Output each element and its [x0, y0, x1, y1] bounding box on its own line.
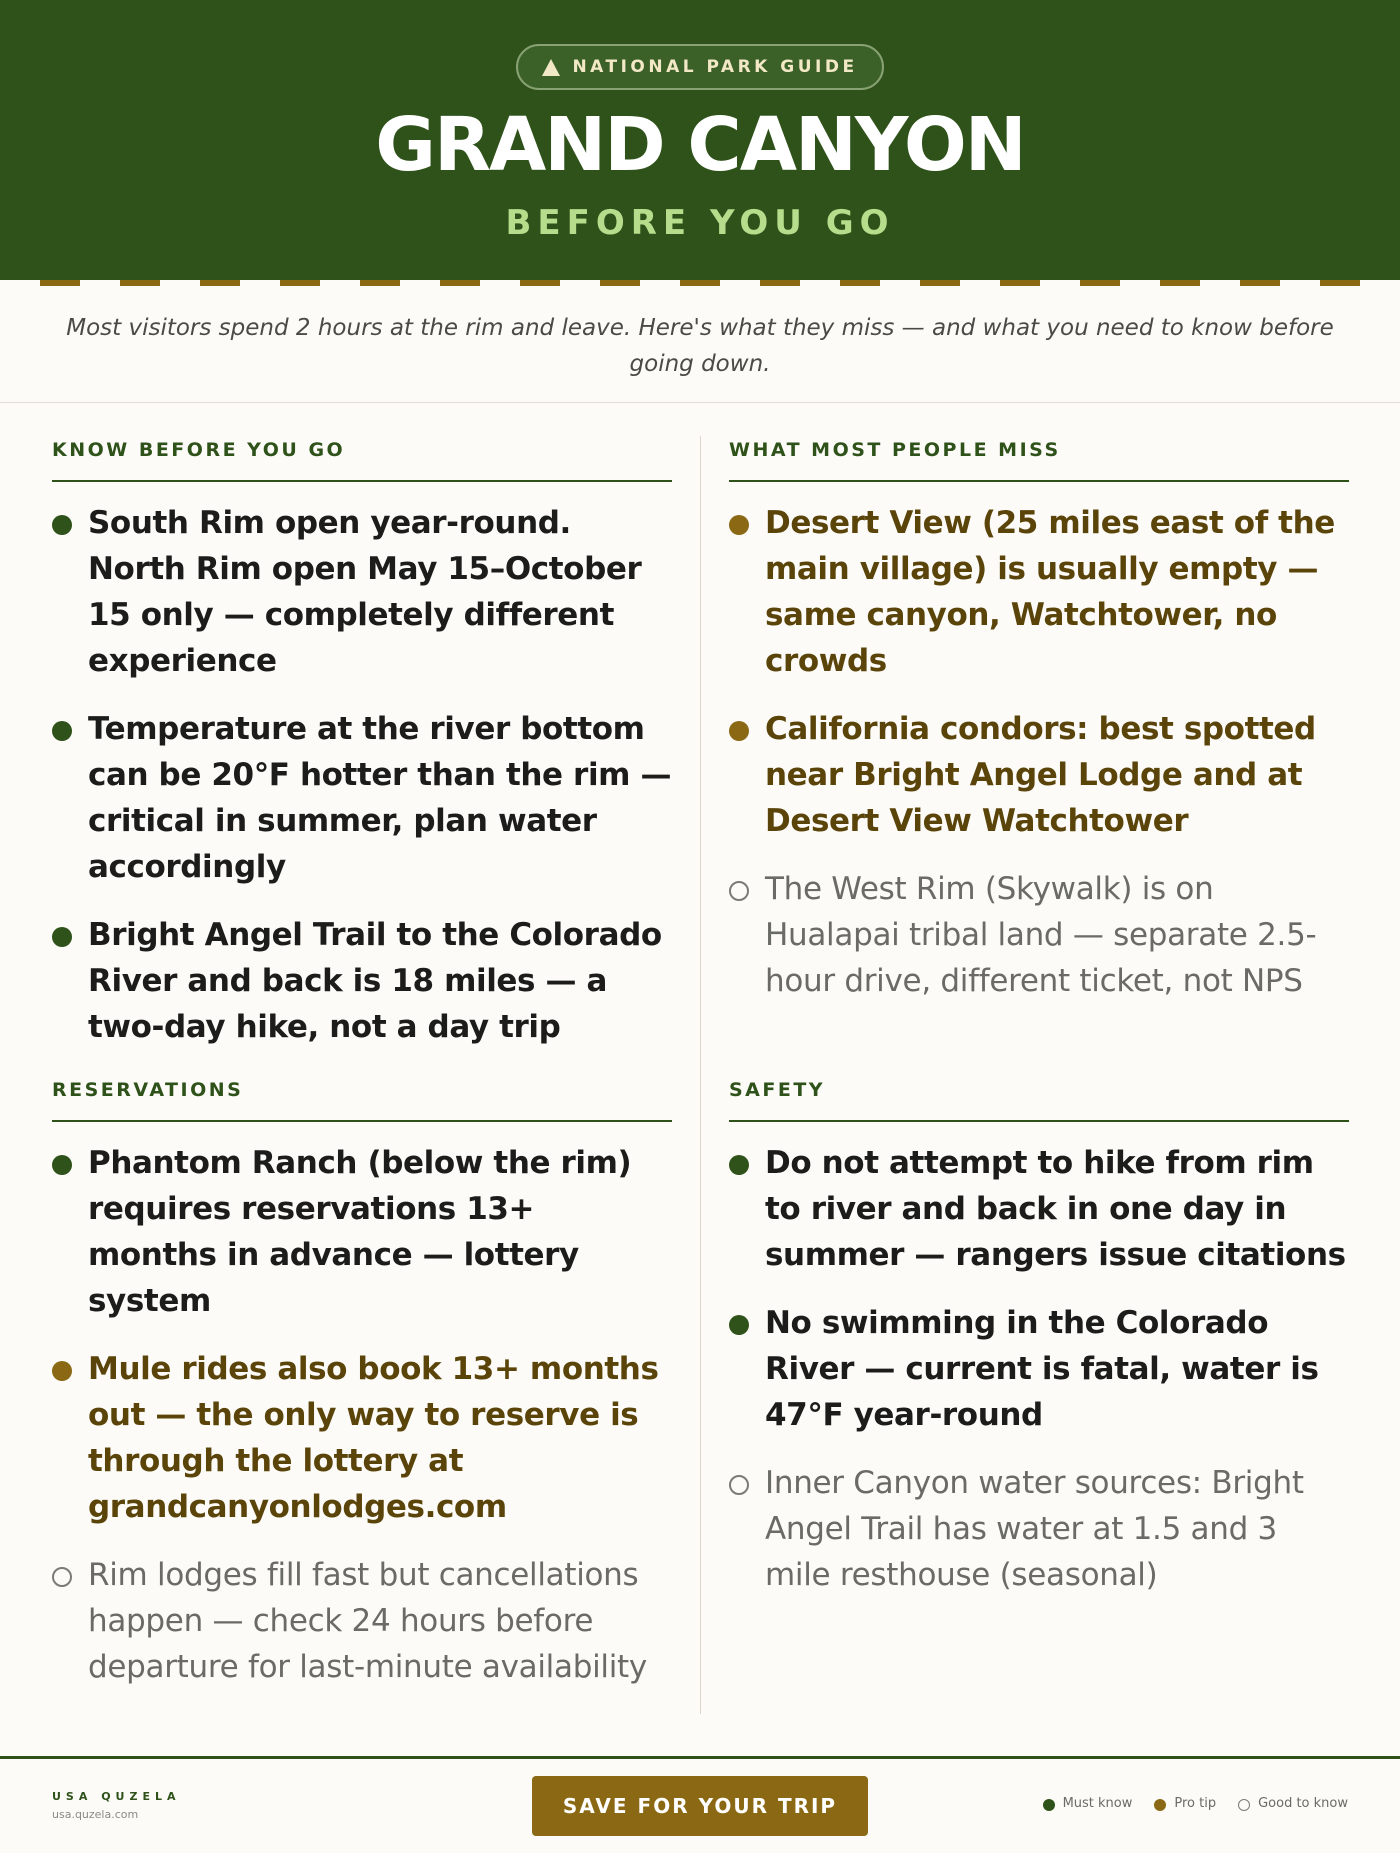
- section-title: RESERVATIONS: [52, 1076, 672, 1122]
- item-list: [52, 500, 672, 1050]
- item-text: Rim lodges fill fast but cancellations happen — check 24 hours before departure for last-minute availability: [88, 1557, 647, 1685]
- brand-url: usa.quzela.com: [52, 1808, 139, 1821]
- save-for-trip-button[interactable]: SAVE FOR YOUR TRIP: [532, 1776, 868, 1836]
- must-know-dot-icon: [52, 515, 72, 535]
- item-list: [729, 500, 1349, 1004]
- must-know-dot-icon: [1043, 1799, 1055, 1811]
- legend-item-good-to-know: [1238, 1796, 1348, 1811]
- must-know-dot-icon: [52, 927, 72, 947]
- intro-text: Most visitors spend 2 hours at the rim and leave. Here's what they miss — and what you need to know before going down.: [66, 315, 1334, 377]
- section-know-before-you-go: [52, 436, 672, 1072]
- section-safety: [729, 1076, 1349, 1620]
- item-list: [52, 1140, 672, 1690]
- item-text: California condors: best spotted near Bright Angel Lodge and at Desert View Watchtower: [765, 711, 1316, 839]
- section-what-most-people-miss: [729, 436, 1349, 1026]
- column-divider: [700, 436, 701, 1714]
- item-text: Phantom Ranch (below the rim) requires reservations 13+ months in advance — lottery system: [88, 1145, 632, 1319]
- item-text: Bright Angel Trail to the Colorado River and back is 18 miles — a two-day hike, not a day trip: [88, 917, 662, 1045]
- list-item: [52, 500, 672, 684]
- section-title: SAFETY: [729, 1076, 1349, 1122]
- brand-name: USA QUZELA: [52, 1790, 181, 1803]
- item-text: Do not attempt to hike from rim to river and back in one day in summer — rangers issue citations: [765, 1145, 1346, 1273]
- item-text: Desert View (25 miles east of the main village) is usually empty — same canyon, Watchtower, no crowds: [765, 505, 1335, 679]
- legend-item-pro-tip: [1154, 1796, 1216, 1811]
- list-item: [729, 1460, 1349, 1598]
- must-know-dot-icon: [52, 721, 72, 741]
- item-text: Mule rides also book 13+ months out — the only way to reserve is through the lottery at grandcanyonlodges.com: [88, 1351, 659, 1525]
- footer-divider: [0, 1756, 1400, 1759]
- list-item: [52, 1140, 672, 1324]
- legend-label: Pro tip: [1174, 1796, 1217, 1811]
- list-item: [729, 500, 1349, 684]
- pro-tip-dot-icon: [729, 515, 749, 535]
- list-item: [729, 866, 1349, 1004]
- must-know-dot-icon: [729, 1155, 749, 1175]
- badge-label: NATIONAL PARK GUIDE: [572, 57, 858, 77]
- pro-tip-dot-icon: [52, 1361, 72, 1381]
- list-item: [52, 706, 672, 890]
- legend-label: Must know: [1062, 1796, 1133, 1811]
- good-to-know-circle-icon: [729, 1475, 749, 1495]
- pro-tip-dot-icon: [1154, 1799, 1166, 1811]
- mountain-icon: [542, 59, 560, 76]
- list-item: [52, 1552, 672, 1690]
- must-know-dot-icon: [52, 1155, 72, 1175]
- legend: [1021, 1796, 1348, 1811]
- good-to-know-circle-icon: [52, 1567, 72, 1587]
- intro-divider: [0, 402, 1400, 403]
- section-title: KNOW BEFORE YOU GO: [52, 436, 672, 482]
- header-banner: [0, 0, 1400, 280]
- guide-badge: [516, 44, 884, 90]
- list-item: [52, 1346, 672, 1530]
- item-text: Inner Canyon water sources: Bright Angel Trail has water at 1.5 and 3 mile resthouse (seasonal): [765, 1465, 1304, 1593]
- page-title: GRAND CANYON: [375, 102, 1025, 188]
- section-reservations: [52, 1076, 672, 1712]
- page-subtitle: BEFORE YOU GO: [505, 203, 895, 243]
- list-item: [729, 1300, 1349, 1438]
- item-text: No swimming in the Colorado River — current is fatal, water is 47°F year-round: [765, 1305, 1319, 1433]
- good-to-know-circle-icon: [1238, 1799, 1250, 1811]
- list-item: [729, 706, 1349, 844]
- item-list: [729, 1140, 1349, 1598]
- list-item: [729, 1140, 1349, 1278]
- legend-label: Good to know: [1258, 1796, 1348, 1811]
- legend-item-must-know: [1043, 1796, 1133, 1811]
- item-text: The West Rim (Skywalk) is on Hualapai tribal land — separate 2.5-hour drive, different ticket, not NPS: [765, 871, 1317, 999]
- good-to-know-circle-icon: [729, 881, 749, 901]
- pro-tip-dot-icon: [729, 721, 749, 741]
- list-item: [52, 912, 672, 1050]
- must-know-dot-icon: [729, 1315, 749, 1335]
- item-text: South Rim open year-round. North Rim open May 15–October 15 only — completely different experience: [88, 505, 642, 679]
- item-text: Temperature at the river bottom can be 20°F hotter than the rim — critical in summer, plan water accordingly: [88, 711, 672, 885]
- section-title: WHAT MOST PEOPLE MISS: [729, 436, 1349, 482]
- decorative-stripe: [0, 280, 1400, 286]
